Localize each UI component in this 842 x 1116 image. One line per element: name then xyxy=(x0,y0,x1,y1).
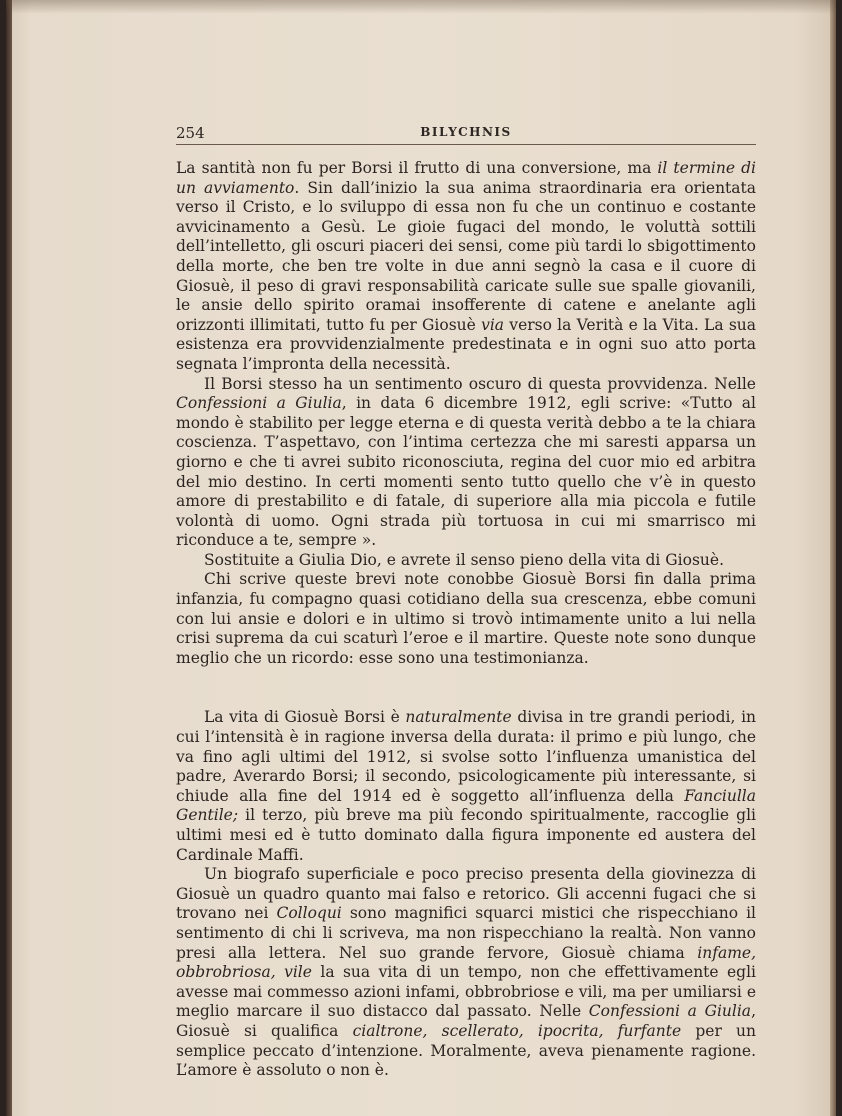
text-run: La santità non fu per Borsi il frutto di una conversione, ma xyxy=(176,159,658,177)
running-head xyxy=(176,122,756,145)
text-run: Chi scrive queste brevi note conobbe Giosuè Borsi fin dalla prima infanzia, fu compagno quasi cotidiano della sua crescenza, ebbe comuni con lui ansie e dolori e in ultimo si trovò intimamente unito a lui nella crisi suprema da cui scaturì l’eroe e il martire. Queste note sono dunque meglio che un ricordo: esse sono una testimonianza. xyxy=(176,570,756,667)
text-run: il terzo, più breve ma più fecondo spiritualmente, raccoglie gli ultimi mesi ed è tutto dominato dalla figura imponente ed austera del Cardinale Maffi. xyxy=(176,806,756,864)
paragraph xyxy=(176,375,756,551)
page-number: 254 xyxy=(176,124,205,142)
text-run: per un semplice peccato d’intenzione. Moralmente, aveva pienamente ragione. L’amore è assoluto o non è. xyxy=(176,1021,756,1080)
italic-text: cialtrone, scellerato, ipocrita, furfante xyxy=(352,1021,682,1040)
section-break xyxy=(176,668,756,708)
book-page xyxy=(6,0,836,1116)
italic-text: Confessioni a Giulia xyxy=(176,394,342,413)
text-run: Sostituite a Giulia Dio, e avrete il senso pieno della vita di Giosuè. xyxy=(204,550,724,569)
text-run: Il Borsi stesso ha un sentimento oscuro di questa provvidenza. Nelle xyxy=(204,374,756,393)
text-run: , Giosuè si qualifica xyxy=(176,1002,756,1040)
italic-text: Fanciulla Gentile; xyxy=(176,786,756,825)
paragraph xyxy=(176,708,756,865)
italic-text: il termine di un avviamento xyxy=(176,159,756,197)
text-run: . Sin dall’inizio la sua anima straordinaria era orientata verso il Cristo, e lo sviluppo di essa non fu che un continuo e costante avvicinamento a Gesù. Le gioie fugaci del mondo, le voluttà sottili dell’intelletto, gli oscuri piaceri dei sensi, come più tardi lo sbigottimento della morte, che ben tre volte in due anni segnò la casa e il cuore di Giosuè, il peso di gravi responsabilità caricate sulle sue spalle giovanili, le ansie dello spirito oramai insofferente di catene e anelante agli orizzonti illimitati, tutto fu per Giosuè xyxy=(176,178,756,334)
italic-text: Colloqui xyxy=(276,904,342,923)
page-outer-edge xyxy=(830,0,836,1116)
journal-title: BILYCHNIS xyxy=(420,125,512,139)
paragraph xyxy=(176,551,756,571)
text-run: Un biografo superficiale e poco preciso presenta della giovinezza di Giosuè un quadro quanto mai falso e retorico. Gli accenni fugaci che si trovano nei xyxy=(176,865,756,923)
italic-text: infame, obbrobriosa, vile xyxy=(176,943,756,982)
article-body xyxy=(176,159,756,1081)
text-run: verso la Verità e la Vita. La sua esistenza era provvidenzialmente predestinata e in ogni suo atto porta segnata l’impronta della necessità. xyxy=(176,315,756,373)
paragraph xyxy=(176,865,756,1081)
italic-text: Confessioni a Giulia xyxy=(588,1002,752,1021)
page-top-shadow xyxy=(6,0,836,14)
paragraph xyxy=(176,570,756,668)
italic-text: via xyxy=(481,315,505,334)
paragraph xyxy=(176,159,756,375)
italic-text: naturalmente xyxy=(405,708,512,727)
text-run: divisa in tre grandi periodi, in cui l’intensità è in ragione inversa della durata: il primo e più lungo, che va fino agli ultimi del 1912, si svolse sotto l’influenza umanistica del padre, Averardo Borsi; il secondo, psicologicamente più interessante, si chiude alla fine del 1914 ed è soggetto all’influenza della xyxy=(176,708,757,805)
text-run: sono magnifici squarci mistici che rispecchiano il sentimento di chi li scriveva, ma non rispecchiano la realtà. Non vanno presi alla lettera. Nel suo grande fervore, Giosuè chiama xyxy=(176,904,756,962)
text-run: , in data 6 dicembre 1912, egli scrive: «Tutto al mondo è stabilito per legge eterna e di questa verità debbo a te la chiara coscienza. T’aspettavo, con l’intima certezza che mi saresti apparsa un giorno e che ti avrei subito riconosciuta, regina del cuor mio ed arbitra del mio destino. In certi momenti sento tutto quello che v’è in questo amore di prestabilito e di fatale, di superiore alla mia piccola e futile volontà di uomo. Ogni strada più tortuosa in cui mi smarrisco mi riconduce a te, sempre ». xyxy=(176,394,757,550)
text-run: La vita di Giosuè Borsi è xyxy=(204,708,406,727)
page-binding-edge xyxy=(6,0,12,1116)
text-run: la sua vita di un tempo, non che effettivamente egli avesse mai commesso azioni infami, obbrobriose e vili, ma per umiliarsi e meglio marcare il suo distacco dal passato. Nelle xyxy=(176,963,757,1021)
